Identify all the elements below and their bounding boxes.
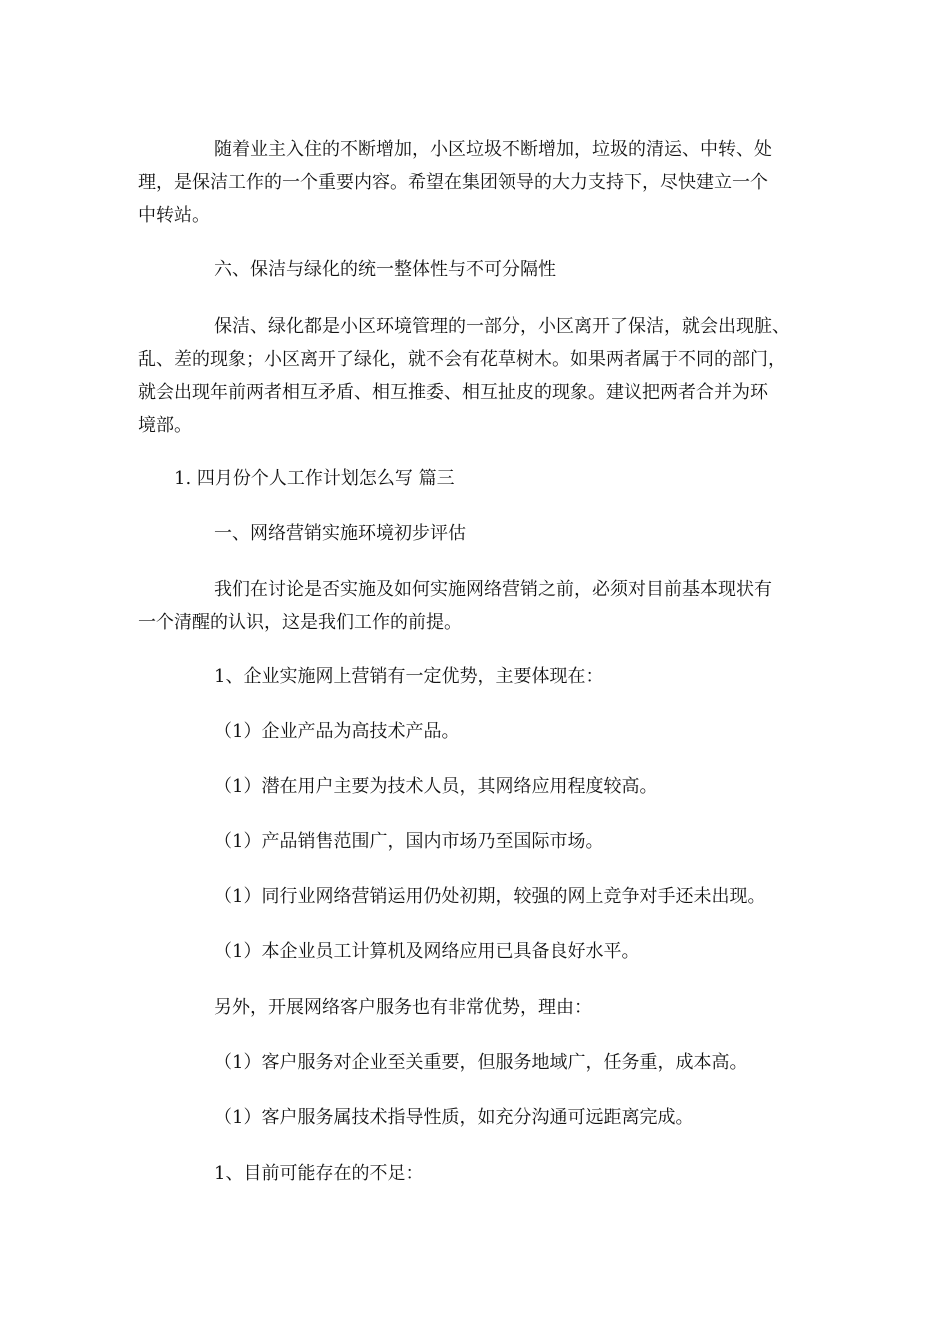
article-title <box>138 462 818 495</box>
text-line: （1）客户服务对企业至关重要，但服务地域广，任务重，成本高。 <box>214 1052 748 1073</box>
text-line: 1、目前可能存在的不足： <box>214 1163 424 1184</box>
section-heading-one <box>138 517 818 550</box>
list-item <box>138 935 818 968</box>
list-item <box>138 1046 818 1079</box>
title-text: 1. 四月份个人工作计划怎么写 篇三 <box>174 468 455 489</box>
text-line: （1）潜在用户主要为技术人员，其网络应用程度较高。 <box>214 776 658 797</box>
paragraph-cleaning-greening <box>138 310 818 442</box>
text-line: 理，是保洁工作的一个重要内容。希望在集团领导的大力支持下，尽快建立一个 <box>138 172 768 193</box>
paragraph-premise <box>138 573 818 639</box>
list-item <box>138 715 818 748</box>
text-line: （1）同行业网络营销运用仍处初期，较强的网上竞争对手还未出现。 <box>214 886 766 907</box>
text-line: （1）客户服务属技术指导性质，如充分沟通可远距离完成。 <box>214 1107 694 1128</box>
text-line: 另外，开展网络客户服务也有非常优势，理由： <box>214 997 592 1018</box>
text-line: 随着业主入住的不断增加，小区垃圾不断增加，垃圾的清运、中转、处 <box>214 139 772 160</box>
heading-text: 六、保洁与绿化的统一整体性与不可分隔性 <box>214 259 556 280</box>
text-line: 境部。 <box>138 415 192 436</box>
text-line: （1）产品销售范围广，国内市场乃至国际市场。 <box>214 831 604 852</box>
heading-text: 一、网络营销实施环境初步评估 <box>214 523 466 544</box>
text-line: 保洁、绿化都是小区环境管理的一部分，小区离开了保洁，就会出现脏、 <box>214 316 790 337</box>
paragraph-garbage-transfer <box>138 133 818 232</box>
list-heading-advantages <box>138 660 818 693</box>
list-item <box>138 880 818 913</box>
text-line: 一个清醒的认识，这是我们工作的前提。 <box>138 612 462 633</box>
list-heading-shortcomings <box>138 1157 818 1190</box>
text-line: 1、企业实施网上营销有一定优势，主要体现在： <box>214 666 604 687</box>
list-item <box>138 1101 818 1134</box>
paragraph-customer-service <box>138 991 818 1024</box>
list-item <box>138 825 818 858</box>
text-line: （1）本企业员工计算机及网络应用已具备良好水平。 <box>214 941 640 962</box>
text-line: 中转站。 <box>138 205 210 226</box>
section-heading-six <box>138 253 818 286</box>
text-line: 就会出现年前两者相互矛盾、相互推委、相互扯皮的现象。建议把两者合并为环 <box>138 382 768 403</box>
text-line: 乱、差的现象；小区离开了绿化，就不会有花草树木。如果两者属于不同的部门， <box>138 349 786 370</box>
text-line: 我们在讨论是否实施及如何实施网络营销之前，必须对目前基本现状有 <box>214 579 772 600</box>
text-line: （1）企业产品为高技术产品。 <box>214 721 460 742</box>
list-item <box>138 770 818 803</box>
